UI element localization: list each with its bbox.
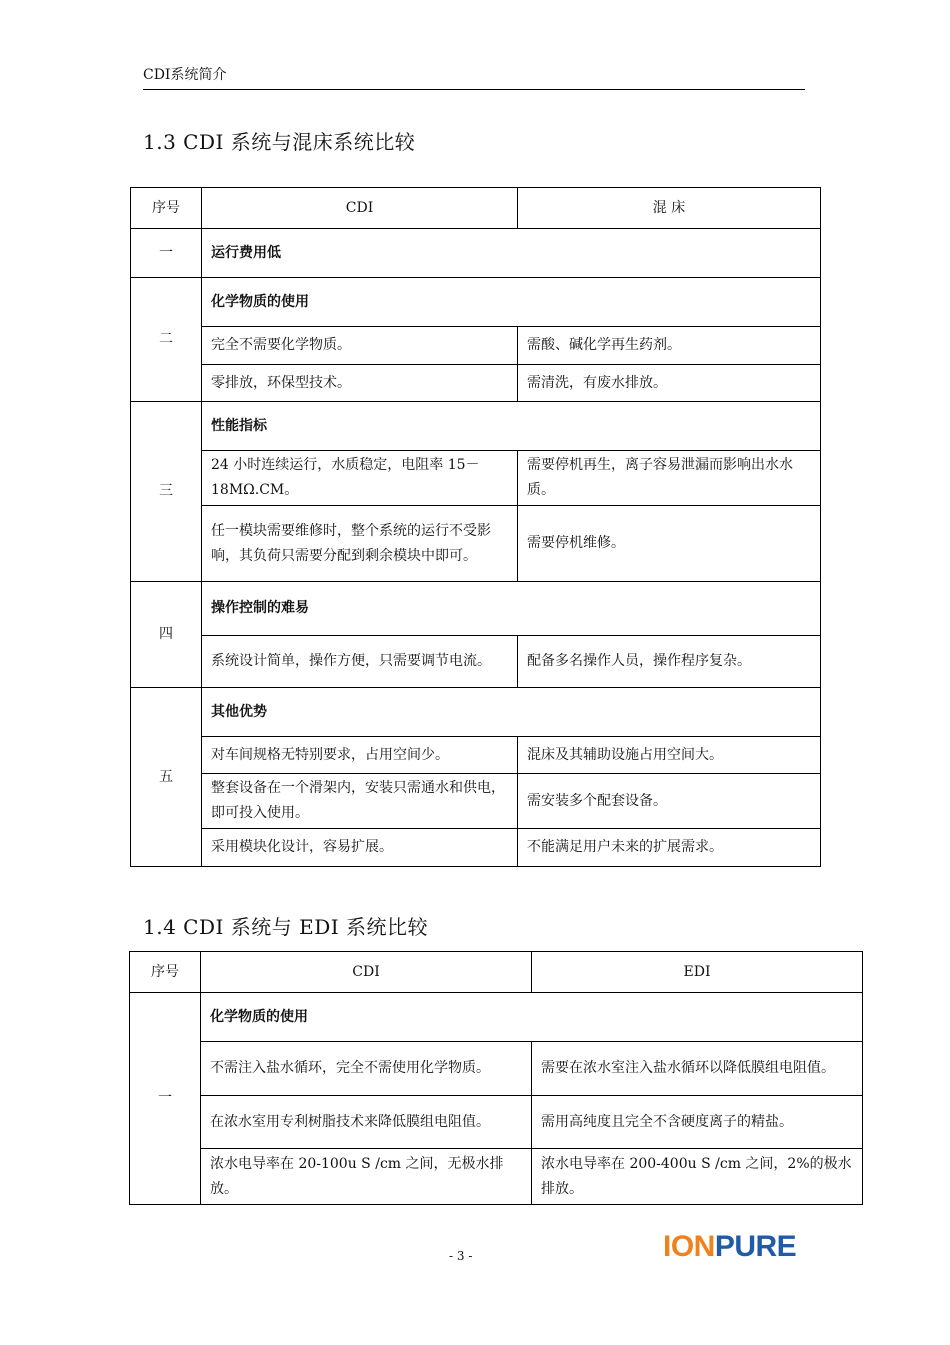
edi-cell: 需要在浓水室注入盐水循环以降低膜组电阻值。 — [532, 1042, 863, 1096]
col-header-edi: EDI — [532, 952, 863, 993]
mixed-bed-cell: 混床及其辅助设施占用空间大。 — [518, 737, 821, 774]
col-header-cdi: CDI — [201, 952, 532, 993]
category-label: 其他优势 — [202, 688, 821, 737]
running-header: CDI系统简介 — [143, 67, 227, 83]
table-row — [130, 993, 863, 1042]
category-label: 运行费用低 — [202, 229, 821, 278]
category-label: 化学物质的使用 — [202, 278, 821, 327]
group-number: 一 — [131, 229, 202, 278]
page-number: - 3 - — [449, 1249, 473, 1263]
mixed-bed-cell: 需安装多个配套设备。 — [518, 774, 821, 829]
table-header-row — [131, 188, 821, 229]
table-row — [131, 688, 821, 737]
header-rule — [143, 89, 805, 90]
edi-cell: 需用高纯度且完全不含硬度离子的精盐。 — [532, 1096, 863, 1149]
mixed-bed-cell: 配备多名操作人员，操作程序复杂。 — [518, 636, 821, 688]
group-number: 四 — [131, 582, 202, 688]
group-number: 一 — [130, 993, 201, 1205]
table-row — [131, 402, 821, 451]
group-number: 二 — [131, 278, 202, 402]
category-label: 操作控制的难易 — [202, 582, 821, 636]
table-row — [131, 327, 821, 365]
mixed-bed-cell: 不能满足用户未来的扩展需求。 — [518, 829, 821, 867]
cdi-vs-edi-table — [129, 951, 863, 1205]
table-row — [131, 229, 821, 278]
cdi-cell: 对车间规格无特别要求，占用空间少。 — [202, 737, 518, 774]
mixed-bed-cell: 需酸、碱化学再生药剂。 — [518, 327, 821, 365]
table-row — [131, 582, 821, 636]
section-1-4-title: 1.4 CDI 系统与 EDI 系统比较 — [143, 915, 429, 939]
ionpure-logo — [663, 1230, 796, 1264]
cdi-cell: 不需注入盐水循环，完全不需使用化学物质。 — [201, 1042, 532, 1096]
logo-ion: ION — [663, 1230, 715, 1263]
col-header-mixed-bed: 混 床 — [518, 188, 821, 229]
table-row — [131, 365, 821, 402]
table-row — [131, 829, 821, 867]
cdi-cell: 任一模块需要维修时，整个系统的运行不受影响，其负荷只需要分配到剩余模块中即可。 — [202, 506, 518, 582]
cdi-cell: 采用模块化设计，容易扩展。 — [202, 829, 518, 867]
section-1-3-title: 1.3 CDI 系统与混床系统比较 — [143, 130, 416, 154]
cdi-cell: 浓水电导率在 20-100u S /cm 之间，无极水排放。 — [201, 1149, 532, 1205]
table-row — [131, 774, 821, 829]
group-number: 三 — [131, 402, 202, 582]
cdi-cell: 在浓水室用专利树脂技术来降低膜组电阻值。 — [201, 1096, 532, 1149]
table-header-row — [130, 952, 863, 993]
table-row — [131, 737, 821, 774]
cdi-cell: 24 小时连续运行，水质稳定，电阻率 15－18MΩ.CM。 — [202, 451, 518, 506]
cdi-cell: 系统设计简单，操作方便，只需要调节电流。 — [202, 636, 518, 688]
table-row — [130, 1149, 863, 1205]
mixed-bed-cell: 需要停机维修。 — [518, 506, 821, 582]
col-header-number: 序号 — [130, 952, 201, 993]
mixed-bed-cell: 需要停机再生，离子容易泄漏而影响出水水质。 — [518, 451, 821, 506]
mixed-bed-cell: 需清洗，有废水排放。 — [518, 365, 821, 402]
group-number: 五 — [131, 688, 202, 867]
col-header-number: 序号 — [131, 188, 202, 229]
table-row — [130, 1096, 863, 1149]
logo-pure: PURE — [714, 1230, 797, 1263]
col-header-cdi: CDI — [202, 188, 518, 229]
category-label: 性能指标 — [202, 402, 821, 451]
category-label: 化学物质的使用 — [201, 993, 863, 1042]
table-row — [131, 278, 821, 327]
edi-cell: 浓水电导率在 200-400u S /cm 之间，2%的极水排放。 — [532, 1149, 863, 1205]
cdi-vs-mixed-bed-table — [130, 187, 821, 867]
cdi-cell: 整套设备在一个滑架内，安装只需通水和供电，即可投入使用。 — [202, 774, 518, 829]
table-row — [131, 506, 821, 582]
table-row — [131, 451, 821, 506]
table-row — [130, 1042, 863, 1096]
table-row — [131, 636, 821, 688]
cdi-cell: 完全不需要化学物质。 — [202, 327, 518, 365]
cdi-cell: 零排放，环保型技术。 — [202, 365, 518, 402]
